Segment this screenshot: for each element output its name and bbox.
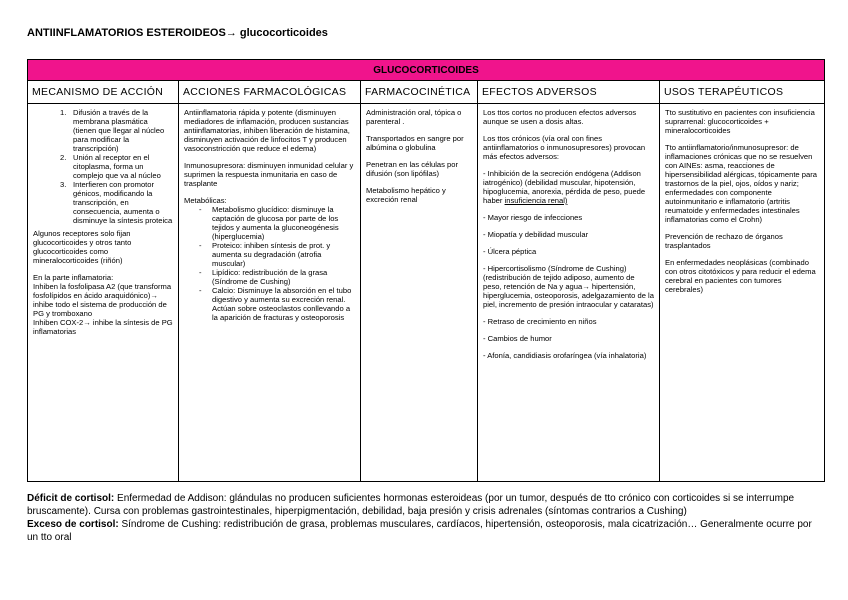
use-neoplastic: En enfermedades neoplásicas (combinado con otros citotóxicos y para reducir el edema cerebral en pacientes con tumores cerebrales) bbox=[665, 258, 816, 294]
header-row bbox=[28, 81, 825, 104]
metabolic-list bbox=[184, 205, 355, 322]
content-row bbox=[28, 104, 825, 482]
immunosuppressive-action: Inmunosupresora: disminuyen inmunidad celular y suprimen la respuesta inmunitaria en caso de trasplante bbox=[184, 161, 354, 188]
adverse-growth: - Retraso de crecimiento en niños bbox=[483, 317, 597, 326]
metabolic-item: - Lipídico: redistribución de la grasa (Síndrome de Cushing) bbox=[199, 268, 328, 286]
cox-text: Inhiben COX-2→ inhibe la síntesis de PG inflamatorias bbox=[33, 318, 173, 336]
use-substitute: Tto sustitutivo en pacientes con insuficiencia suprarrenal: glucocorticoides + mineralocorticoides bbox=[665, 108, 815, 135]
header-therapeutic-uses: USOS TERAPÉUTICOS bbox=[660, 81, 825, 104]
metabolic-item: - Calcio: Disminuye la absorción en el tubo digestivo y aumenta su excreción renal. Actúan sobre osteoclastos conllevando a la aparición de fracturas y osteoporosis bbox=[199, 286, 352, 322]
header-adverse-effects: EFECTOS ADVERSOS bbox=[478, 81, 660, 104]
adverse-infections: - Mayor riesgo de infecciones bbox=[483, 213, 583, 222]
therapeutic-uses-cell bbox=[660, 104, 825, 482]
metabolic-item: - Metabolismo glucídico: disminuye la captación de glucosa por parte de los tejidos y aumenta la gluconeogénesis (hiperglucemia) bbox=[199, 205, 339, 241]
adverse-hypercortisolism: - Hipercortisolismo (Síndrome de Cushing) (redistribución de tejido adiposo, aumento de peso, retención de Na y agua→ hipertensión, hiperglucemia, osteoporosis, adelgazamiento de la piel, incremento de presión intraocular y cataratas) bbox=[483, 264, 654, 309]
banner-row bbox=[28, 60, 825, 81]
mechanism-cell bbox=[28, 104, 179, 482]
footer-notes bbox=[27, 492, 817, 544]
adverse-mood: - Cambios de humor bbox=[483, 334, 552, 343]
actions-cell bbox=[179, 104, 361, 482]
administration-text: Administración oral, tópica o parenteral . bbox=[366, 108, 462, 126]
glucocorticoids-table bbox=[27, 59, 825, 482]
mechanism-step: 1. Difusión a través de la membrana plasmática (tienen que llegar al núcleo para modificar la transcripción) bbox=[60, 108, 165, 153]
receptors-note: Algunos receptores solo fijan glucocorticoides y otros tanto glucocorticoides como mineralocorticoides (riñón) bbox=[33, 229, 132, 265]
metabolic-label: Metabólicas: bbox=[184, 196, 227, 205]
adverse-chronic: Los ttos crónicos (vía oral con fines antiinflamatorios o inmunosupresores) provocan más efectos adversos: bbox=[483, 134, 646, 161]
adverse-ulcer: - Úlcera péptica bbox=[483, 247, 537, 256]
mechanism-steps bbox=[33, 108, 173, 225]
use-antiinflammatory: Tto antiinflamatorio/inmunosupresor: de inflamaciones crónicas que no se resuelven con AINEs: asma, reacciones de hipersensibilidad alérgicas, tópicamente para trastornos de la piel, ojos, oídos y nariz; enfermedades con componente autoinmunitario e inflamatorio (artritis reumatoide y enfermedades intestinales inflamatorias como el Crohn) bbox=[665, 143, 817, 224]
mechanism-step: 2. Unión al receptor en el citoplasma, forma un complejo que va al núcleo bbox=[60, 153, 161, 180]
use-rejection: Prevención de rechazo de órganos trasplantados bbox=[665, 232, 783, 250]
adverse-aphonia: - Afonía, candidiasis orofaríngea (vía inhalatoria) bbox=[483, 351, 647, 360]
pharmacokinetics-cell bbox=[361, 104, 478, 482]
transport-text: Transportados en sangre por albúmina o globulina bbox=[366, 134, 464, 152]
metabolism-text: Metabolismo hepático y excreción renal bbox=[366, 186, 446, 204]
header-mechanism: MECANISMO DE ACCIÓN bbox=[28, 81, 179, 104]
metabolic-item: - Proteico: inhiben síntesis de prot. y aumenta su degradación (atrofia muscular) bbox=[199, 241, 331, 268]
adverse-effects-cell bbox=[478, 104, 660, 482]
cortisol-deficit-note: Déficit de cortisol: Enfermedad de Addison: glándulas no producen suficientes hormonas esteroideas (por un tumor, después de tto crónico con corticoides si se interrumpe bruscamente). Cursa con problemas gastrointestinales, hiperpigmentación, debilidad, baja presión y crisis adrenales (síntomas contrarios a Cushing) bbox=[27, 493, 795, 517]
adverse-intro: Los ttos cortos no producen efectos adversos aunque se usen a dosis altas. bbox=[483, 108, 637, 126]
penetration-text: Penetran en las células por difusión (son lipófilas) bbox=[366, 160, 459, 178]
table-banner: GLUCOCORTICOIDES bbox=[28, 60, 825, 81]
antiinflammatory-action: Antiinflamatoria rápida y potente (disminuyen mediadores de inflamación, producen sustancias antiinflamatorias, inhiben liberación de histamina, disminuyen activación de linfocitos T y producen vasoconstricción que reduce el edema) bbox=[184, 108, 350, 153]
adverse-myopathy: - Miopatía y debilidad muscular bbox=[483, 230, 589, 239]
mechanism-step: 3. Interfieren con promotor génicos, modificando la transcripción, en consecuencia, aumenta o disminuye la síntesis proteica bbox=[60, 180, 173, 225]
adverse-inhibition: - Inhibición de la secreción endógena (Addison iatrogénico) (debilidad muscular, hipotensión, hipoglucemia, anorexia, pérdida de peso, puede haber insuficiencia renal) bbox=[483, 169, 646, 205]
header-actions: ACCIONES FARMACOLÓGICAS bbox=[179, 81, 361, 104]
inflammation-text: Inhiben la fosfolipasa A2 (que transforma fosfolípidos en ácido araquidónico)→ inhibe todo el sistema de producción de PG y tromboxano bbox=[33, 282, 172, 318]
header-pharmacokinetics: FARMACOCINÉTICA bbox=[361, 81, 478, 104]
cortisol-excess-note: Exceso de cortisol: Síndrome de Cushing: redistribución de grasa, problemas musculares, cardíacos, hipertensión, osteoporosis, mala cicatrización… Generalmente ocurre por un tto oral bbox=[27, 519, 812, 543]
inflammation-label: En la parte inflamatoria: bbox=[33, 273, 114, 282]
page-title: ANTIINFLAMATORIOS ESTEROIDEOS→ glucocorticoides bbox=[27, 27, 328, 39]
